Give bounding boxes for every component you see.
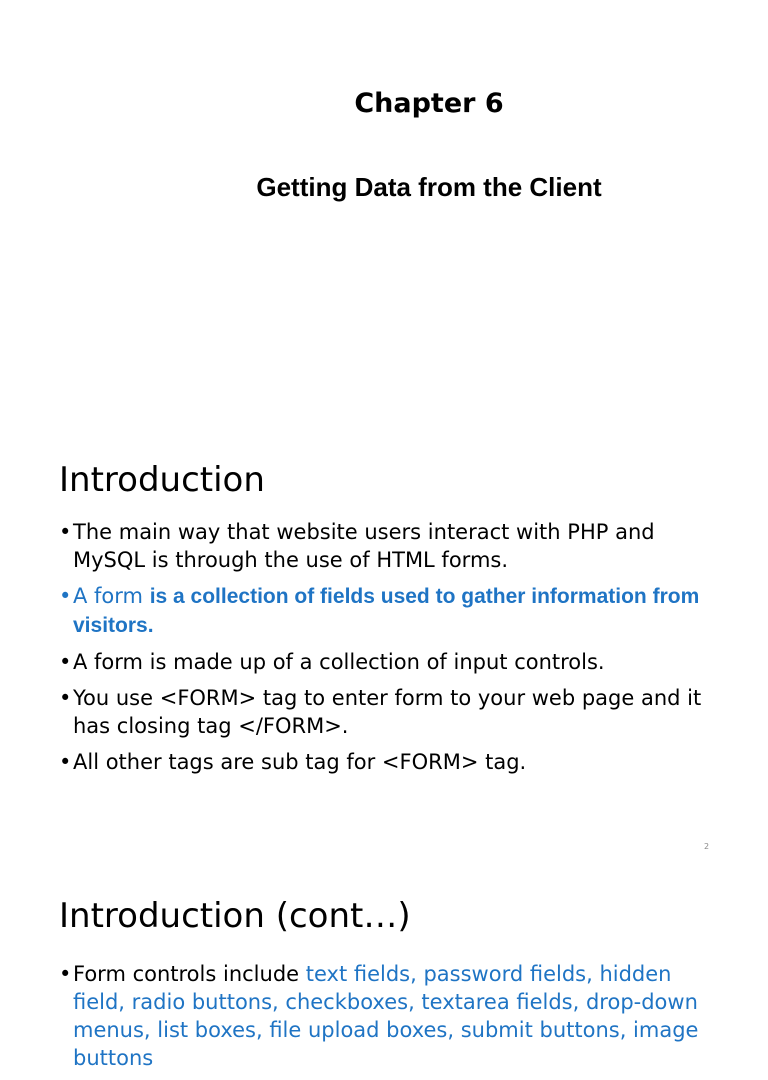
bullet-item <box>59 582 709 640</box>
bullet-item <box>59 748 709 776</box>
bullet-dot-icon: • <box>59 520 72 544</box>
bullet-text: The main way that website users interact with PHP and MySQL is through the use of HTML forms. <box>73 520 655 572</box>
bullet-emphasis: is a collection of fields used to gather information from visitors. <box>73 585 700 637</box>
slide-introduction <box>0 430 768 860</box>
bullet-dot-icon: • <box>59 962 72 986</box>
bullet-dot-icon: • <box>59 584 72 608</box>
chapter-subtitle: Getting Data from the Client <box>256 172 602 202</box>
bullet-dot-icon: • <box>59 650 72 674</box>
page-number: 2 <box>704 842 710 851</box>
bullet-list <box>59 518 709 784</box>
slide-heading: Introduction <box>59 460 265 500</box>
bullet-text: You use <FORM> tag to enter form to your web page and it has closing tag </FORM>. <box>73 686 702 738</box>
bullet-text: A form is made up of a collection of input controls. <box>73 650 605 674</box>
bullet-dot-icon: • <box>59 750 72 774</box>
bullet-text: All other tags are sub tag for <FORM> tag. <box>73 750 527 774</box>
bullet-prefix: A form <box>73 584 150 608</box>
bullet-prefix: Form controls include <box>73 962 306 986</box>
slide-introduction-cont <box>0 860 768 1070</box>
slide-title <box>0 0 768 430</box>
bullet-highlight: text fields, password fields, hidden field, radio buttons, checkboxes, textarea fields, drop-down menus, list boxes, file upload boxes, submit buttons, image buttons <box>73 962 699 1070</box>
bullet-item <box>59 518 709 574</box>
bullet-list <box>59 960 709 1080</box>
bullet-item <box>59 684 709 740</box>
slide-heading: Introduction (cont…) <box>59 896 411 936</box>
bullet-item <box>59 960 709 1072</box>
bullet-dot-icon: • <box>59 686 72 710</box>
chapter-title: Chapter 6 <box>354 88 504 119</box>
bullet-item <box>59 648 709 676</box>
